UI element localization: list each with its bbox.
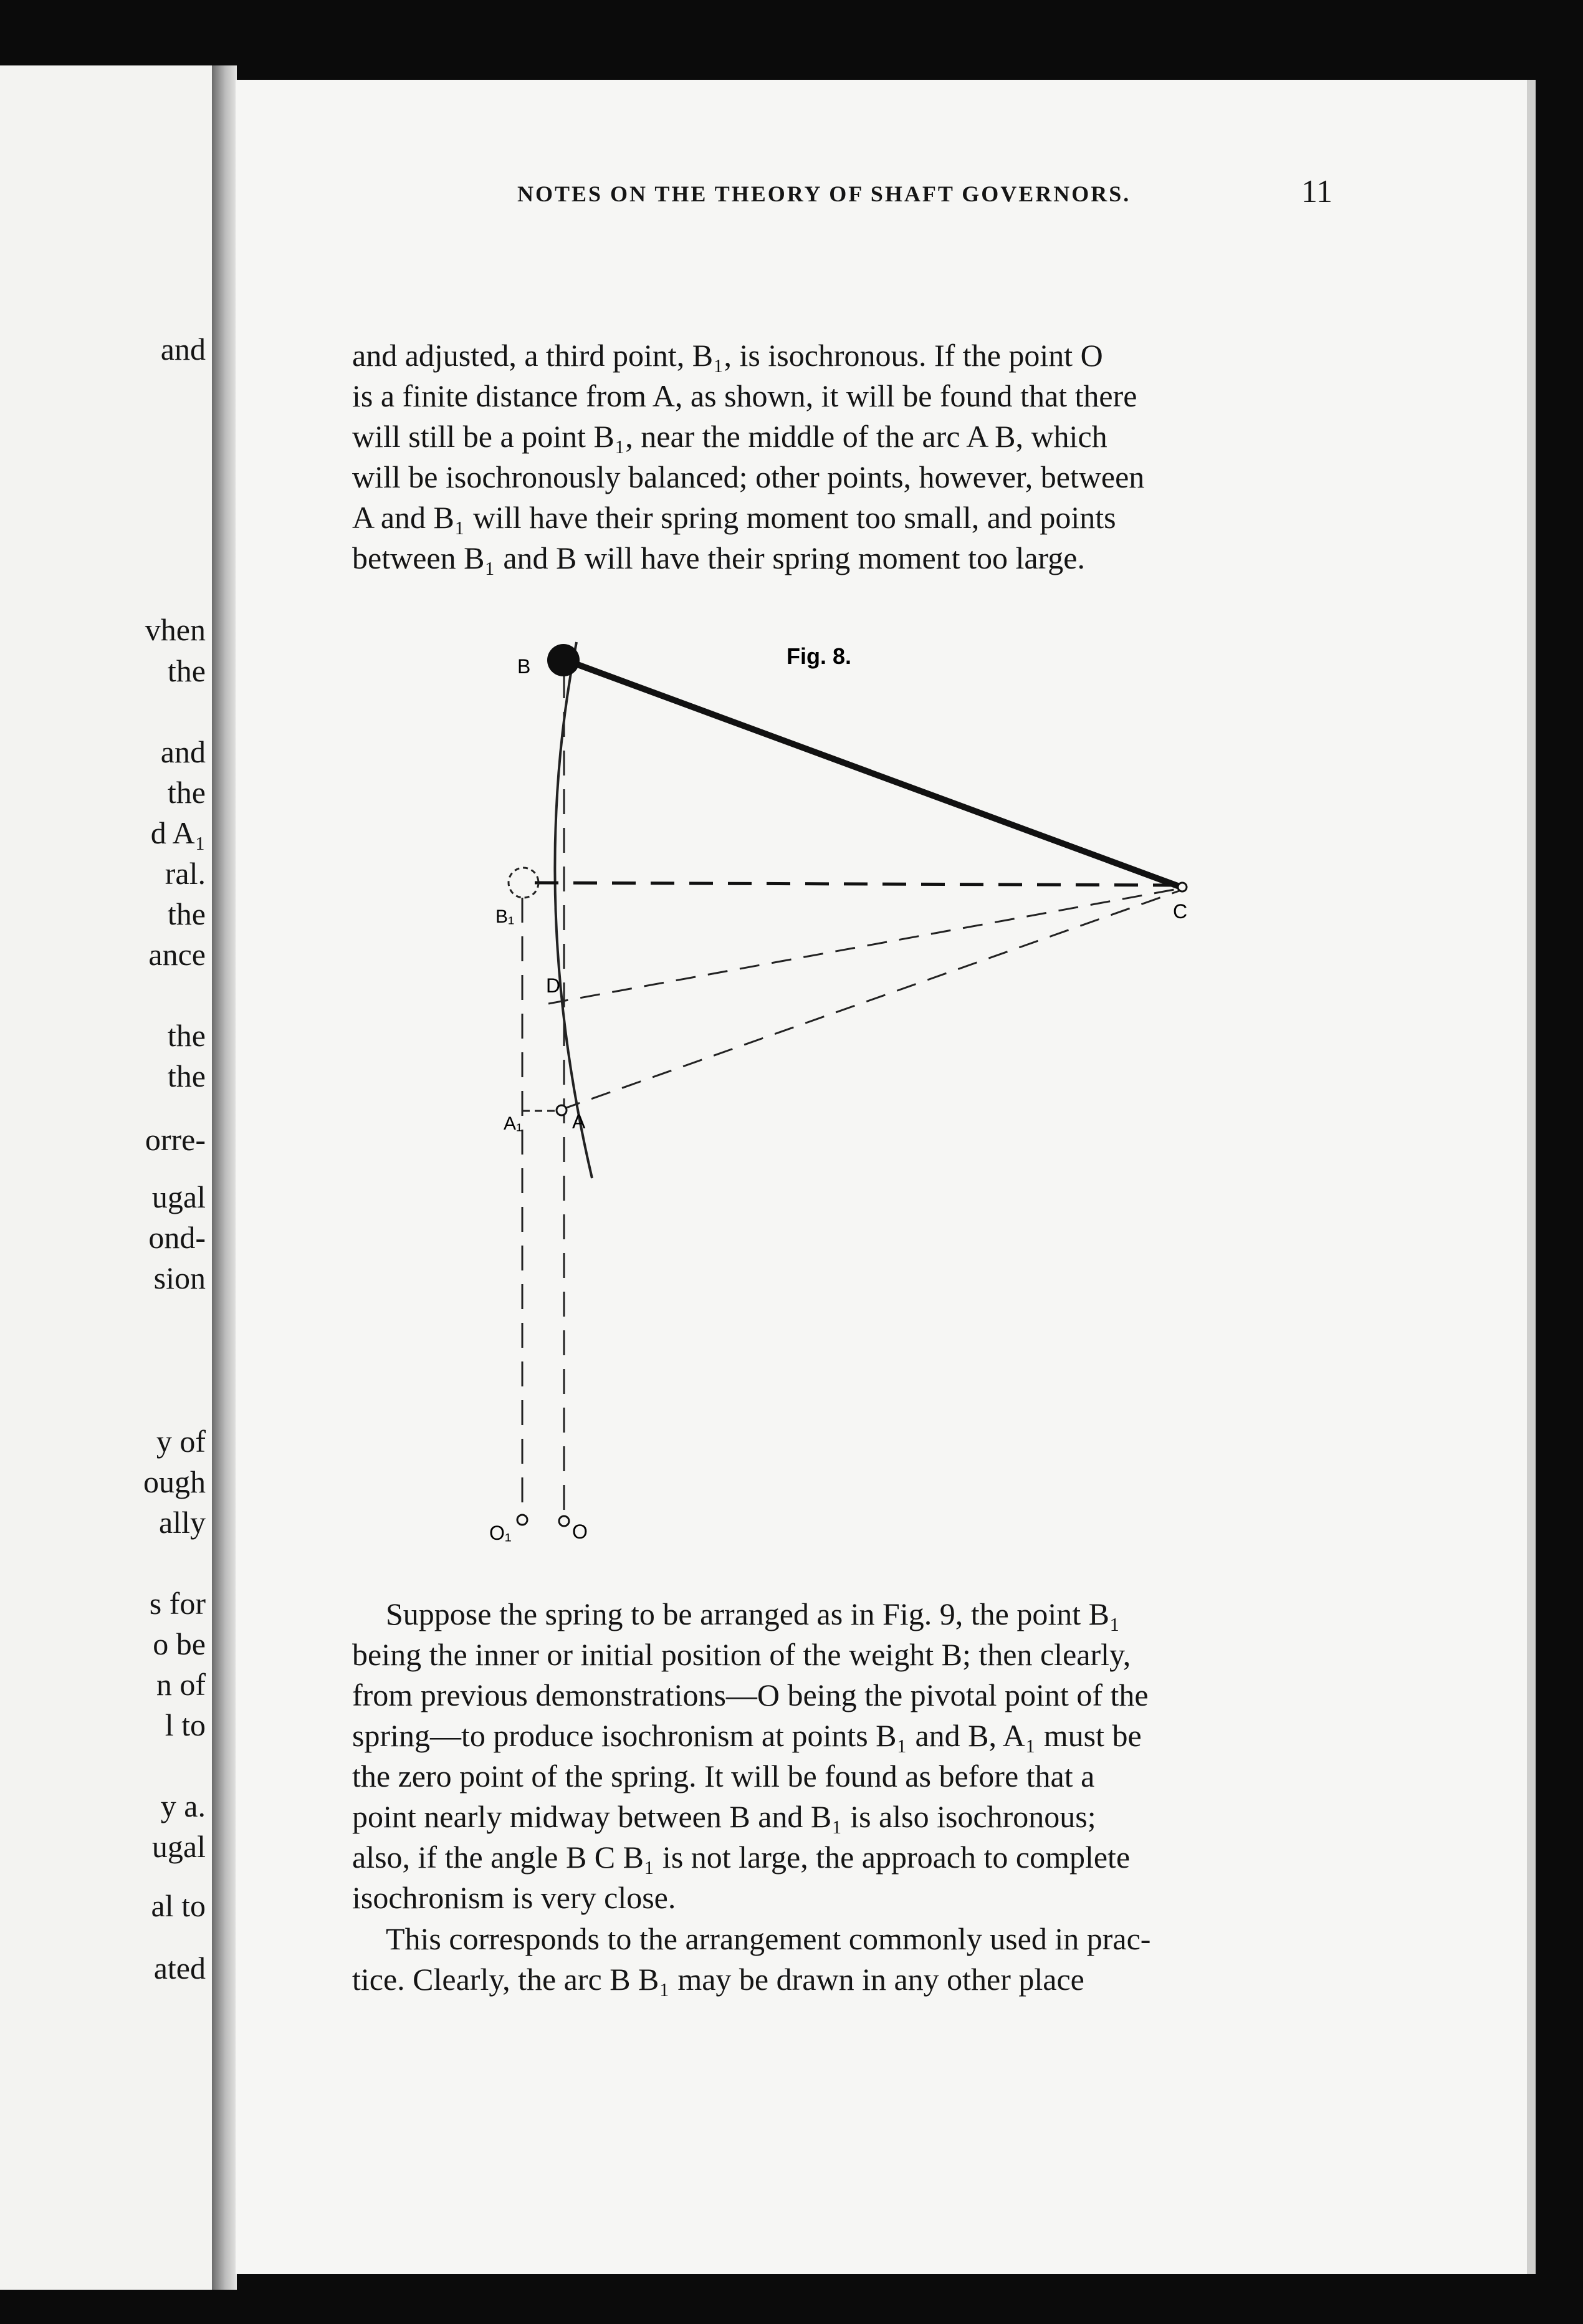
left-page-fragment: ond-	[148, 1220, 206, 1255]
figure-caption: Fig. 8.	[787, 643, 852, 669]
paragraph-bottom	[352, 1594, 1331, 1918]
left-page-fragment: l to	[165, 1707, 206, 1742]
left-page-fragment: and	[160, 332, 206, 367]
point-c	[1178, 883, 1187, 891]
line-b-c	[564, 660, 1181, 887]
line-a-c	[561, 890, 1181, 1110]
label-o1: O₁	[489, 1522, 512, 1544]
running-title: NOTES ON THE THEORY OF SHAFT GOVERNORS.	[517, 181, 1131, 206]
paragraph-last	[352, 1919, 1331, 2000]
left-page-fragment: y a.	[160, 1789, 206, 1823]
label-d: D	[546, 974, 561, 997]
text-line: also, if the angle B C B₁ is not large, the approach to complete	[352, 1840, 1131, 1875]
left-page-fragment: d A₁	[150, 815, 206, 850]
left-page-fragment: the	[167, 1018, 206, 1053]
point-o	[559, 1516, 569, 1526]
point-a	[557, 1105, 567, 1115]
left-page-fragment: ugal	[151, 1829, 206, 1864]
label-b1: B₁	[495, 906, 515, 927]
left-page-fragment: sion	[153, 1260, 206, 1295]
text-line: from previous demonstrations—O being the pivotal point of the	[352, 1678, 1149, 1712]
text-line: between B₁ and B will have their spring moment too large.	[352, 540, 1085, 575]
label-a1: A₁	[504, 1113, 523, 1134]
line-b1-c	[535, 883, 1181, 885]
text-line: point nearly midway between B and B₁ is also isochronous;	[352, 1799, 1096, 1834]
left-page-fragment: and	[160, 734, 206, 769]
left-page-fragment: the	[167, 775, 206, 810]
page-number: 11	[1301, 174, 1332, 209]
label-o: O	[572, 1520, 588, 1543]
left-page-fragment: n of	[156, 1667, 206, 1702]
left-page-fragment: ral.	[165, 856, 206, 891]
text-line: will be isochronously balanced; other points, however, between	[352, 459, 1145, 494]
text-line: This corresponds to the arrangement commonly used in prac-	[386, 1921, 1151, 1956]
left-page-fragment: ated	[153, 1951, 206, 1985]
text-line: is a finite distance from A, as shown, it will be found that there	[352, 378, 1137, 413]
left-page-fragment: al to	[151, 1888, 206, 1923]
label-c: C	[1173, 900, 1188, 923]
left-page-fragment: the	[167, 896, 206, 931]
left-page-fragment: the	[167, 1059, 206, 1093]
text-line: the zero point of the spring. It will be found as before that a	[352, 1759, 1095, 1793]
point-o1	[517, 1515, 527, 1525]
label-a: A	[572, 1110, 586, 1133]
left-page-fragment: o be	[153, 1626, 206, 1661]
left-page-fragment: the	[167, 653, 206, 688]
text-line: Suppose the spring to be arranged as in Fig. 9, the point B₁	[386, 1597, 1121, 1631]
text-line: isochronism is very close.	[352, 1880, 676, 1915]
weight-b1-outline	[509, 868, 538, 898]
left-page-fragment: ally	[159, 1505, 206, 1540]
left-page-fragment: vhen	[145, 612, 206, 647]
line-d-c	[548, 888, 1181, 1004]
text-line: being the inner or initial position of the weight B; then clearly,	[352, 1637, 1131, 1672]
text-line: and adjusted, a third point, B₁, is isochronous. If the point O	[352, 338, 1103, 373]
text-line: will still be a point B₁, near the middle of the arc A B, which	[352, 419, 1107, 454]
text-line: spring—to produce isochronism at points B₁ and B, A₁ must be	[352, 1718, 1142, 1753]
left-page-fragment: s for	[149, 1586, 206, 1621]
left-page-fragment: y of	[156, 1424, 206, 1459]
label-b: B	[517, 655, 531, 678]
arc-b-a	[555, 642, 592, 1178]
text-line: tice. Clearly, the arc B B₁ may be drawn in any other place	[352, 1962, 1084, 1997]
left-page-fragment: ugal	[151, 1179, 206, 1214]
left-page-fragment: ough	[143, 1464, 206, 1499]
text-line: A and B₁ will have their spring moment too small, and points	[352, 500, 1116, 535]
left-page-fragment: ance	[148, 937, 206, 972]
left-page-fragment: orre-	[145, 1122, 206, 1157]
weight-b	[547, 644, 580, 676]
